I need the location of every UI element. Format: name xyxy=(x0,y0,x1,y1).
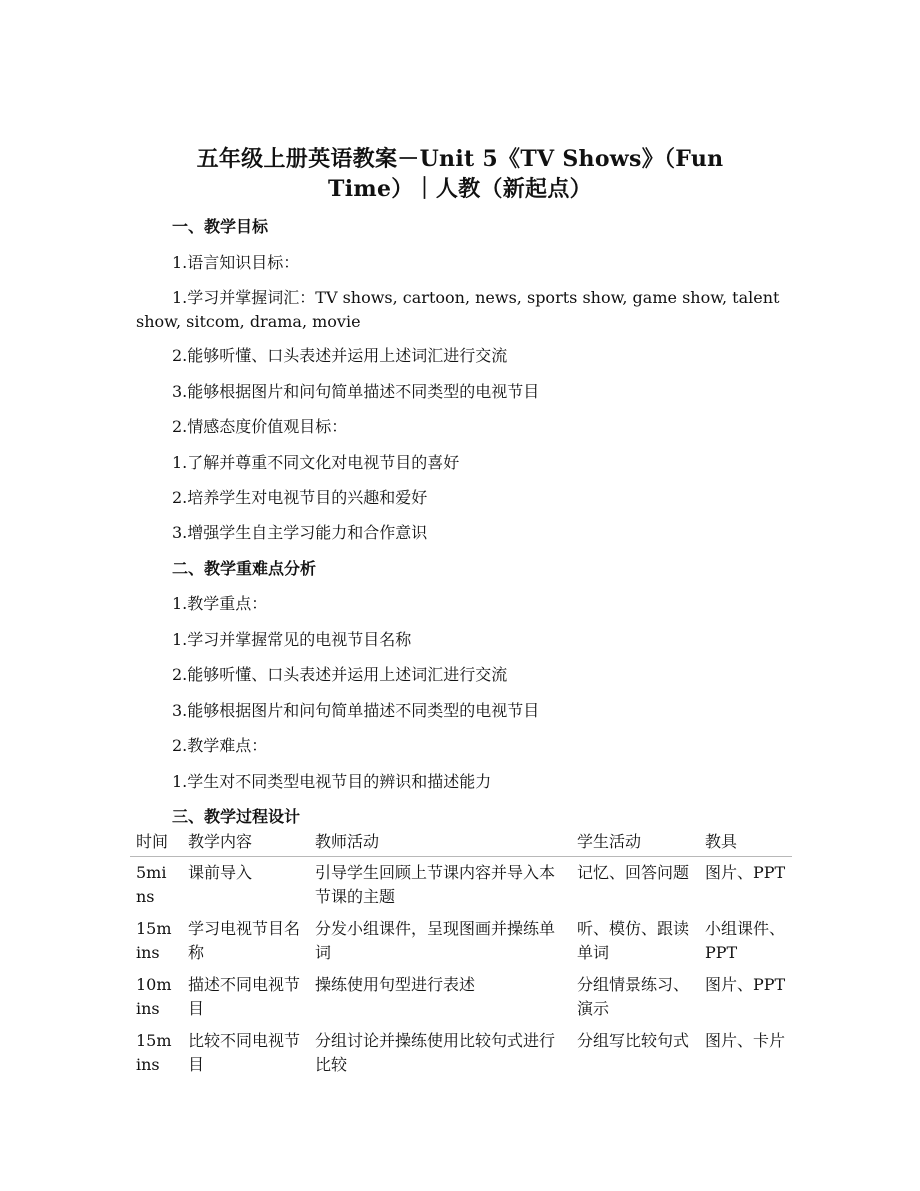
table-row xyxy=(130,857,792,914)
goal-vocabulary: 1.学习并掌握词汇：TV shows, cartoon, news, sports show, game show, talent show, sitcom, drama, movie xyxy=(136,288,780,331)
difficult-point-label: 2.教学难点： xyxy=(172,736,268,755)
cell-student-activity: 记忆、回答问题 xyxy=(577,863,690,882)
cell-content: 课前导入 xyxy=(188,863,253,882)
cell-student-activity: 分组情景练习、演示 xyxy=(577,975,690,1018)
cell-teacher-activity: 分发小组课件，呈现图画并操练单词 xyxy=(315,919,556,962)
goal-language-knowledge: 1.语言知识目标： xyxy=(172,253,300,272)
table-row xyxy=(130,1025,792,1081)
header-student-activity: 学生活动 xyxy=(571,830,699,857)
cell-content: 学习电视节目名称 xyxy=(188,919,301,962)
header-teacher-activity: 教师活动 xyxy=(309,830,571,857)
header-teaching-aids: 教具 xyxy=(699,830,792,857)
cell-teacher-activity: 操练使用句型进行表述 xyxy=(315,975,476,994)
table-row xyxy=(130,913,792,969)
document-title-line-1: 五年级上册英语教案－Unit 5《TV Shows》（Fun xyxy=(196,146,724,172)
goal-interest: 2.培养学生对电视节目的兴趣和爱好 xyxy=(172,488,428,507)
cell-teaching-aids: 图片、卡片 xyxy=(705,1031,786,1050)
section-heading-key-points: 二、教学重难点分析 xyxy=(172,559,317,578)
key-point-2: 2.能够听懂、口头表述并运用上述词汇进行交流 xyxy=(172,665,508,684)
header-time: 时间 xyxy=(130,830,182,857)
cell-time: 10mins xyxy=(136,975,172,1018)
goal-emotional-values: 2.情感态度价值观目标： xyxy=(172,417,348,436)
cell-teaching-aids: 小组课件、PPT xyxy=(705,919,786,962)
cell-student-activity: 分组写比较句式 xyxy=(577,1031,690,1050)
table-row xyxy=(130,969,792,1025)
cell-time: 15mins xyxy=(136,1031,172,1074)
cell-content: 描述不同电视节目 xyxy=(188,975,301,1018)
cell-teacher-activity: 引导学生回顾上节课内容并导入本节课的主题 xyxy=(315,863,556,906)
cell-teaching-aids: 图片、PPT xyxy=(705,975,786,994)
header-content: 教学内容 xyxy=(182,830,309,857)
difficult-point-1: 1.学生对不同类型电视节目的辨识和描述能力 xyxy=(172,772,492,791)
key-point-1: 1.学习并掌握常见的电视节目名称 xyxy=(172,630,412,649)
cell-student-activity: 听、模仿、跟读单词 xyxy=(577,919,690,962)
cell-teacher-activity: 分组讨论并操练使用比较句式进行比较 xyxy=(315,1031,556,1074)
document-title-line-2: Time）｜人教（新起点） xyxy=(328,176,592,202)
cell-time: 5mins xyxy=(136,863,167,906)
cell-content: 比较不同电视节目 xyxy=(188,1031,301,1074)
section-heading-teaching-goals: 一、教学目标 xyxy=(172,217,269,236)
key-point-3: 3.能够根据图片和问句简单描述不同类型的电视节目 xyxy=(172,701,540,720)
teaching-process-table xyxy=(130,830,792,1081)
cell-time: 15mins xyxy=(136,919,172,962)
goal-cooperation: 3.增强学生自主学习能力和合作意识 xyxy=(172,523,428,542)
section-heading-process: 三、教学过程设计 xyxy=(172,807,301,826)
goal-describe: 3.能够根据图片和问句简单描述不同类型的电视节目 xyxy=(172,382,540,401)
table-header-row xyxy=(130,830,792,857)
goal-listen-speak: 2.能够听懂、口头表述并运用上述词汇进行交流 xyxy=(172,346,508,365)
goal-respect-cultures: 1.了解并尊重不同文化对电视节目的喜好 xyxy=(172,453,460,472)
cell-teaching-aids: 图片、PPT xyxy=(705,863,786,882)
key-point-label: 1.教学重点： xyxy=(172,594,268,613)
